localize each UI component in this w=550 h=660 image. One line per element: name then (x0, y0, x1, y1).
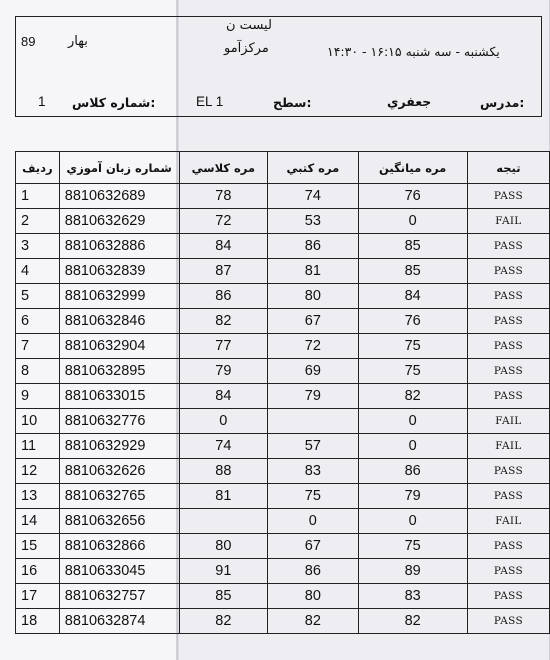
cell-student-id: 8810632776 (59, 409, 179, 434)
cell-student-id: 8810632689 (59, 184, 179, 209)
header-row-number: رديف (16, 152, 60, 184)
cell-midterm-score: 82 (358, 384, 467, 409)
table-row (16, 609, 550, 634)
cell-row-number: 10 (16, 409, 60, 434)
cell-midterm-score: 83 (358, 584, 467, 609)
cell-midterm-score: 76 (358, 184, 467, 209)
cell-written-score: 86 (268, 234, 358, 259)
cell-written-score: 83 (268, 459, 358, 484)
header-midterm-score: مره ميانگين (358, 152, 467, 184)
cell-midterm-score: 85 (358, 234, 467, 259)
cell-class-score: 77 (179, 334, 268, 359)
cell-midterm-score: 75 (358, 534, 467, 559)
cell-result: PASS (467, 184, 549, 209)
cell-class-score: 87 (179, 259, 268, 284)
cell-written-score: 79 (268, 384, 358, 409)
cell-row-number: 3 (16, 234, 60, 259)
cell-student-id: 8810632895 (59, 359, 179, 384)
table-row (16, 209, 550, 234)
cell-student-id: 8810632839 (59, 259, 179, 284)
table-row (16, 409, 550, 434)
cell-written-score: 67 (268, 534, 358, 559)
cell-midterm-score: 86 (358, 459, 467, 484)
table-row (16, 234, 550, 259)
cell-row-number: 1 (16, 184, 60, 209)
cell-result: PASS (467, 559, 549, 584)
cell-class-score: 84 (179, 384, 268, 409)
cell-written-score (268, 409, 358, 434)
cell-row-number: 18 (16, 609, 60, 634)
cell-student-id: 8810633045 (59, 559, 179, 584)
table-row (16, 559, 550, 584)
cell-student-id: 8810632866 (59, 534, 179, 559)
cell-student-id: 8810632656 (59, 509, 179, 534)
cell-written-score: 72 (268, 334, 358, 359)
table-row (16, 509, 550, 534)
cell-student-id: 8810632904 (59, 334, 179, 359)
cell-student-id: 8810632757 (59, 584, 179, 609)
table-row (16, 309, 550, 334)
cell-midterm-score: 89 (358, 559, 467, 584)
cell-class-score: 78 (179, 184, 268, 209)
cell-student-id: 8810632629 (59, 209, 179, 234)
document-title: لیست ن (226, 18, 272, 33)
cell-written-score: 57 (268, 434, 358, 459)
cell-midterm-score: 79 (358, 484, 467, 509)
cell-row-number: 8 (16, 359, 60, 384)
cell-student-id: 8810632626 (59, 459, 179, 484)
document-number: 89 (21, 34, 36, 49)
teacher-label: مدرس: (480, 95, 525, 110)
cell-written-score: 75 (268, 484, 358, 509)
cell-result: PASS (467, 459, 549, 484)
table-row (16, 434, 550, 459)
season-label: بهار (68, 34, 88, 49)
level-value: EL 1 (196, 94, 224, 109)
cell-row-number: 5 (16, 284, 60, 309)
table-row (16, 384, 550, 409)
cell-class-score: 91 (179, 559, 268, 584)
table-row (16, 484, 550, 509)
cell-class-score (179, 509, 268, 534)
cell-class-score: 81 (179, 484, 268, 509)
cell-midterm-score: 75 (358, 359, 467, 384)
cell-row-number: 9 (16, 384, 60, 409)
cell-student-id: 8810632765 (59, 484, 179, 509)
teacher-name: جعفري (387, 94, 432, 109)
class-number: 1 (38, 94, 46, 109)
table-row (16, 584, 550, 609)
cell-row-number: 17 (16, 584, 60, 609)
cell-result: PASS (467, 334, 549, 359)
cell-result: FAIL (467, 409, 549, 434)
table-row (16, 359, 550, 384)
level-label: سطح: (273, 95, 312, 110)
cell-written-score: 82 (268, 609, 358, 634)
cell-result: FAIL (467, 434, 549, 459)
table-row (16, 184, 550, 209)
cell-class-score: 79 (179, 359, 268, 384)
table-row (16, 334, 550, 359)
cell-student-id: 8810632846 (59, 309, 179, 334)
cell-written-score: 80 (268, 584, 358, 609)
cell-class-score: 86 (179, 284, 268, 309)
cell-written-score: 81 (268, 259, 358, 284)
table-row (16, 284, 550, 309)
cell-row-number: 13 (16, 484, 60, 509)
cell-row-number: 6 (16, 309, 60, 334)
header-result: تيجه (467, 152, 549, 184)
cell-student-id: 8810632874 (59, 609, 179, 634)
cell-midterm-score: 75 (358, 334, 467, 359)
table-row (16, 534, 550, 559)
cell-class-score: 74 (179, 434, 268, 459)
cell-written-score: 80 (268, 284, 358, 309)
cell-written-score: 0 (268, 509, 358, 534)
cell-result: PASS (467, 484, 549, 509)
cell-midterm-score: 84 (358, 284, 467, 309)
scores-table (15, 151, 550, 634)
cell-written-score: 74 (268, 184, 358, 209)
cell-row-number: 7 (16, 334, 60, 359)
header-student-id: شماره زبان آموزي (59, 152, 179, 184)
cell-result: PASS (467, 584, 549, 609)
cell-result: PASS (467, 284, 549, 309)
cell-row-number: 14 (16, 509, 60, 534)
cell-row-number: 12 (16, 459, 60, 484)
table-header-row (16, 152, 550, 184)
cell-result: PASS (467, 359, 549, 384)
header-written-score: مره كتبي (268, 152, 358, 184)
cell-midterm-score: 85 (358, 259, 467, 284)
cell-student-id: 8810632929 (59, 434, 179, 459)
table-row (16, 459, 550, 484)
cell-midterm-score: 0 (358, 434, 467, 459)
class-number-label: شماره كلاس: (72, 95, 156, 110)
cell-row-number: 11 (16, 434, 60, 459)
cell-row-number: 16 (16, 559, 60, 584)
cell-class-score: 88 (179, 459, 268, 484)
cell-written-score: 67 (268, 309, 358, 334)
cell-result: FAIL (467, 209, 549, 234)
cell-class-score: 82 (179, 609, 268, 634)
class-schedule: يكشنبه - سه شنبه ۱۶:۱۵ - ۱۴:۳۰ (327, 44, 500, 59)
cell-row-number: 15 (16, 534, 60, 559)
cell-midterm-score: 82 (358, 609, 467, 634)
cell-class-score: 80 (179, 534, 268, 559)
cell-row-number: 4 (16, 259, 60, 284)
cell-student-id: 8810633015 (59, 384, 179, 409)
header-class-score: مره كلاسي (179, 152, 268, 184)
cell-class-score: 84 (179, 234, 268, 259)
cell-midterm-score: 76 (358, 309, 467, 334)
table-row (16, 259, 550, 284)
cell-written-score: 86 (268, 559, 358, 584)
cell-result: PASS (467, 309, 549, 334)
cell-result: PASS (467, 259, 549, 284)
cell-student-id: 8810632999 (59, 284, 179, 309)
center-name: مرکزآمو (224, 41, 269, 56)
cell-class-score: 72 (179, 209, 268, 234)
cell-midterm-score: 0 (358, 409, 467, 434)
cell-class-score: 82 (179, 309, 268, 334)
cell-row-number: 2 (16, 209, 60, 234)
cell-written-score: 69 (268, 359, 358, 384)
cell-midterm-score: 0 (358, 509, 467, 534)
cell-midterm-score: 0 (358, 209, 467, 234)
cell-class-score: 0 (179, 409, 268, 434)
cell-student-id: 8810632886 (59, 234, 179, 259)
cell-result: PASS (467, 609, 549, 634)
cell-written-score: 53 (268, 209, 358, 234)
cell-class-score: 85 (179, 584, 268, 609)
cell-result: PASS (467, 534, 549, 559)
cell-result: PASS (467, 384, 549, 409)
cell-result: PASS (467, 234, 549, 259)
cell-result: FAIL (467, 509, 549, 534)
